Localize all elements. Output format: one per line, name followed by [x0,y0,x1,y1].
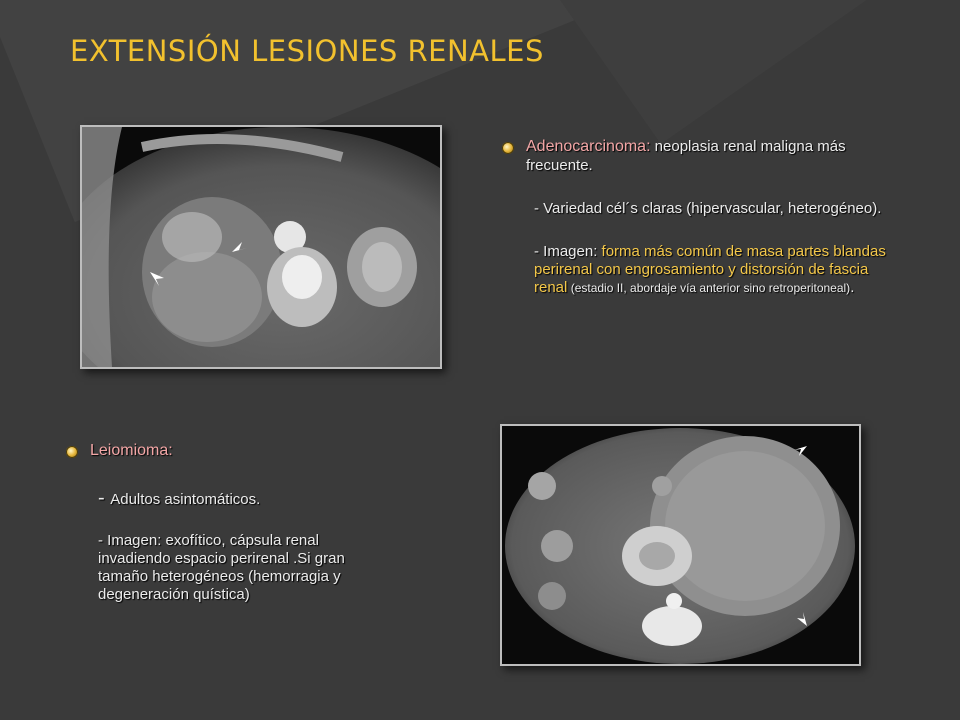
slide-title: EXTENSIÓN LESIONES RENALES [70,34,544,68]
adenocarcinoma-image-desc: - Imagen: forma más común de masa partes blandas perirenal con engrosamiento y distorsión de fascia renal (estadio II, abordaje vía anterior sino retroperitoneal). [534,243,886,296]
bullet-icon [66,446,78,458]
adenocarcinoma-section [502,138,902,297]
leiomioma-section [66,442,386,603]
ct-image-leiomioma [500,424,861,666]
leiomioma-heading: Leiomioma: [90,442,173,459]
adenocarcinoma-variety: - Variedad cél´s claras (hipervascular, heterogéneo). [534,199,882,217]
leiomioma-patients: - Adultos asintomáticos. [98,486,261,509]
adenocarcinoma-definition: neoplasia renal maligna más frecuente. [526,138,846,174]
ct-image-adenocarcinoma [80,125,442,369]
adenocarcinoma-heading: Adenocarcinoma: [526,138,651,155]
leiomioma-image-desc: - Imagen: exofítico, cápsula renal invadiendo espacio perirenal .Si gran tamaño heterogéneos (hemorragia y degeneración quística) [98,532,345,603]
bullet-icon [502,142,514,154]
